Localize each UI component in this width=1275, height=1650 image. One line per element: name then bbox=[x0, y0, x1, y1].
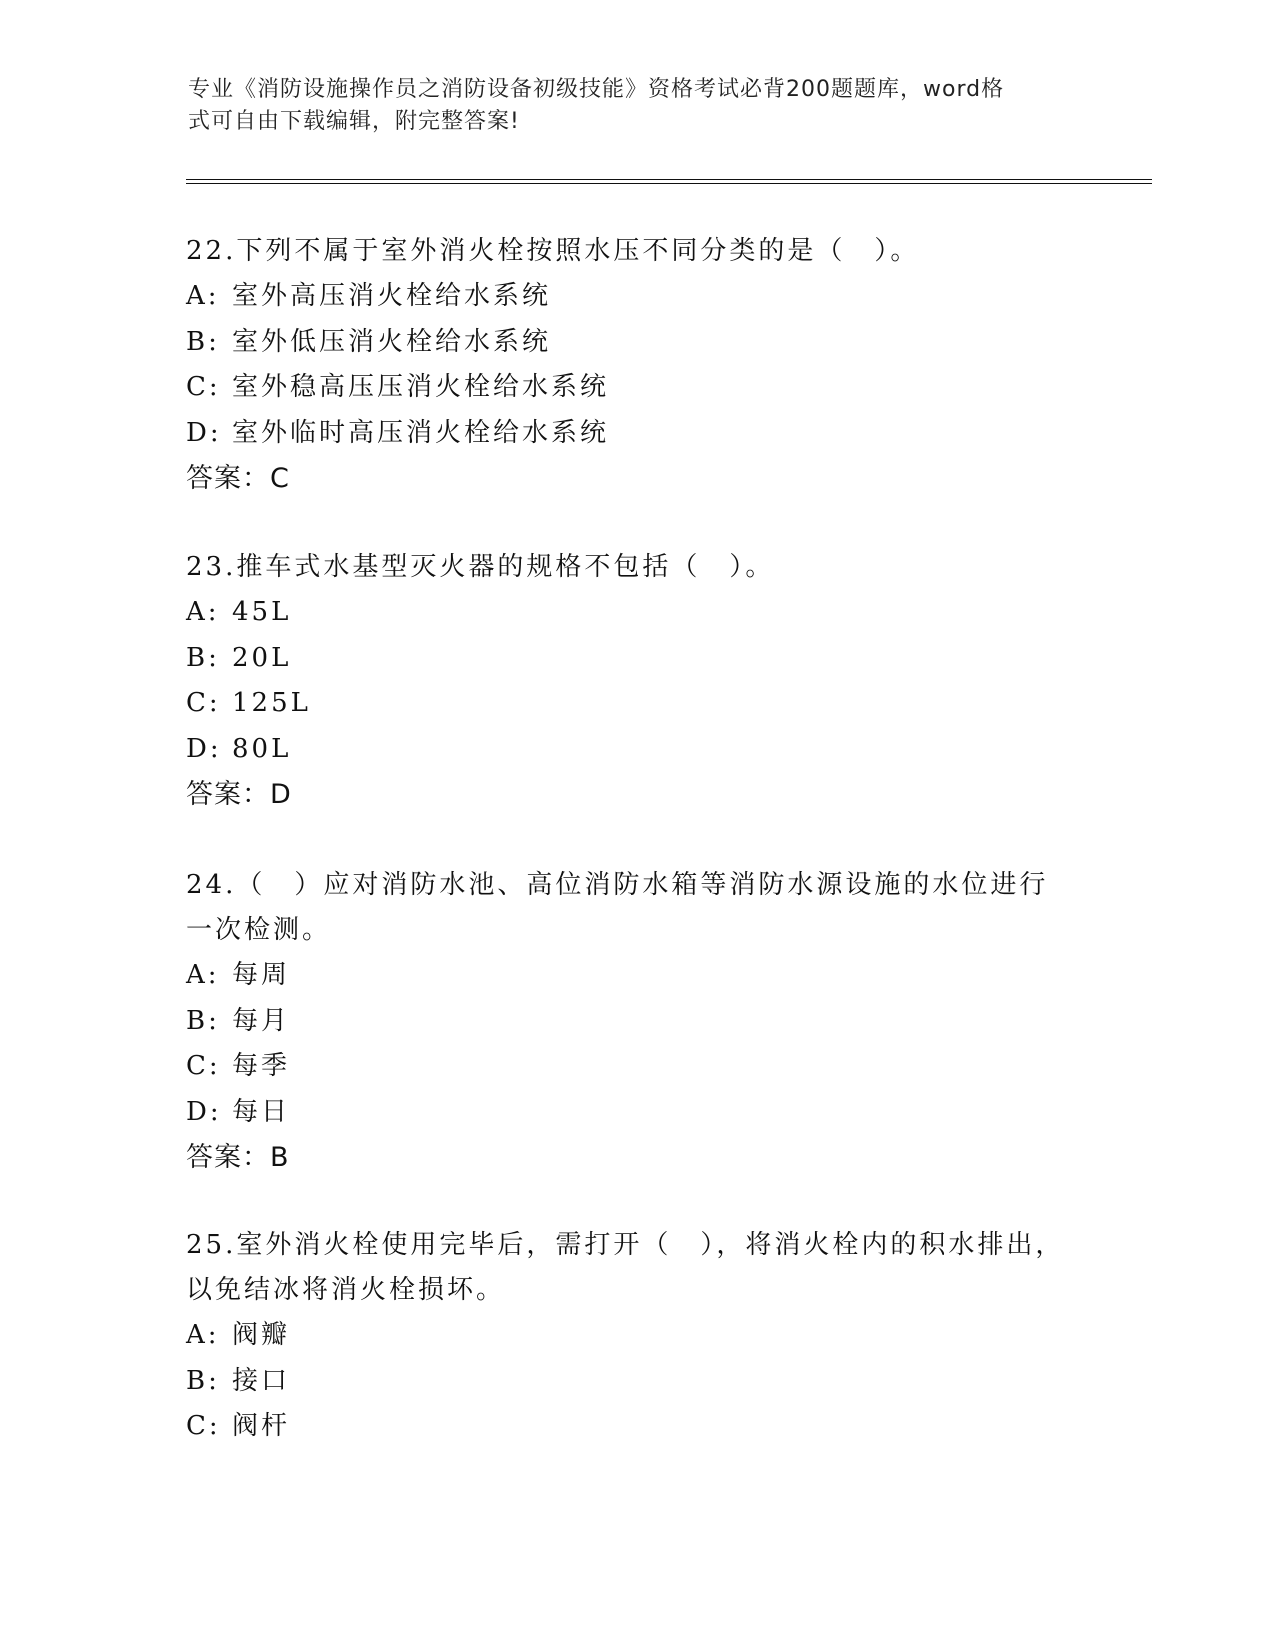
option-letter: D: bbox=[186, 1096, 222, 1127]
option-d bbox=[186, 1090, 1076, 1136]
option-text: 每月 bbox=[232, 1005, 291, 1036]
option-c bbox=[186, 365, 1076, 411]
answer: 答案：D bbox=[186, 779, 292, 810]
option-b bbox=[186, 1359, 1076, 1405]
question-22 bbox=[186, 229, 1076, 501]
option-text: 每日 bbox=[232, 1096, 291, 1127]
option-a bbox=[186, 1313, 1076, 1359]
question-stem: 23.推车式水基型灭火器的规格不包括（ ）。 bbox=[186, 552, 775, 582]
option-letter: B: bbox=[186, 1365, 220, 1396]
option-text: 室外高压消火栓给水系统 bbox=[232, 281, 552, 311]
option-d bbox=[186, 411, 1076, 457]
option-letter: A: bbox=[186, 281, 220, 311]
option-text: 室外临时高压消火栓给水系统 bbox=[232, 417, 610, 448]
option-a bbox=[186, 590, 1076, 636]
option-text: 每季 bbox=[232, 1051, 291, 1081]
option-letter: B: bbox=[186, 1005, 220, 1036]
option-letter: B: bbox=[186, 642, 220, 673]
option-text: 125L bbox=[232, 688, 311, 718]
option-letter: A: bbox=[186, 960, 220, 990]
option-letter: A: bbox=[186, 1320, 220, 1350]
question-24 bbox=[186, 863, 1076, 1180]
option-letter: D: bbox=[186, 733, 222, 764]
question-23 bbox=[186, 545, 1076, 817]
option-a bbox=[186, 274, 1076, 320]
header-title-line-1: 专业《消防设施操作员之消防设备初级技能》资格考试必背200题题库，word格 bbox=[188, 77, 1005, 102]
option-b bbox=[186, 320, 1076, 366]
header-divider-top bbox=[186, 179, 1152, 180]
option-text: 80L bbox=[232, 733, 292, 764]
option-letter: B: bbox=[186, 326, 220, 357]
option-text: 室外低压消火栓给水系统 bbox=[232, 326, 552, 357]
document-header bbox=[188, 74, 1068, 138]
option-letter: C: bbox=[186, 1411, 221, 1441]
option-text: 接口 bbox=[232, 1365, 291, 1396]
option-b bbox=[186, 636, 1076, 682]
option-text: 每周 bbox=[232, 960, 291, 990]
question-25 bbox=[186, 1223, 1076, 1450]
question-stem: 24.（ ）应对消防水池、高位消防水箱等消防水源设施的水位进行一次检测。 bbox=[186, 870, 1049, 945]
question-stem: 22.下列不属于室外消火栓按照水压不同分类的是（ ）。 bbox=[186, 236, 920, 266]
option-c bbox=[186, 681, 1076, 727]
option-c bbox=[186, 1404, 1076, 1450]
option-letter: C: bbox=[186, 1051, 221, 1081]
question-stem: 25.室外消火栓使用完毕后，需打开（ ），将消火栓内的积水排出，以免结冰将消火栓损坏。 bbox=[186, 1230, 1065, 1305]
header-divider-bottom bbox=[186, 183, 1152, 184]
option-letter: C: bbox=[186, 372, 221, 402]
option-text: 阀杆 bbox=[232, 1411, 291, 1441]
option-text: 20L bbox=[232, 642, 292, 673]
option-letter: A: bbox=[186, 597, 220, 627]
option-d bbox=[186, 727, 1076, 773]
option-b bbox=[186, 999, 1076, 1045]
header-title-line-2: 式可自由下载编辑，附完整答案! bbox=[188, 109, 520, 134]
answer: 答案：C bbox=[186, 463, 290, 494]
answer: 答案：B bbox=[186, 1142, 290, 1173]
option-a bbox=[186, 953, 1076, 999]
option-text: 45L bbox=[232, 597, 292, 627]
option-text: 阀瓣 bbox=[232, 1320, 291, 1350]
option-letter: D: bbox=[186, 417, 222, 448]
option-letter: C: bbox=[186, 688, 221, 718]
option-c bbox=[186, 1044, 1076, 1090]
option-text: 室外稳高压压消火栓给水系统 bbox=[232, 372, 610, 402]
